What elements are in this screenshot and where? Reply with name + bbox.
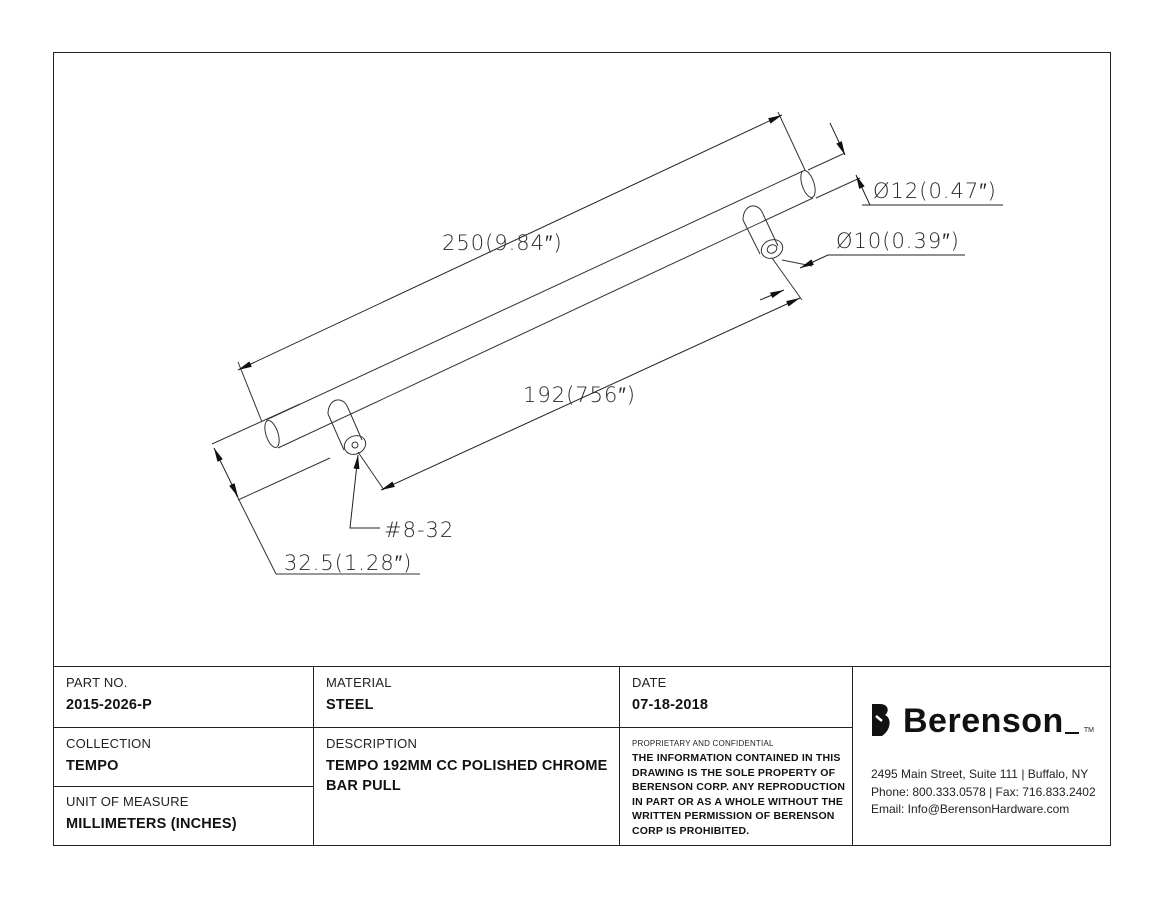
date-cell xyxy=(632,675,708,713)
dim-line-d12-bottom xyxy=(856,175,870,205)
dim-line-d12-top xyxy=(830,123,845,155)
right-post xyxy=(743,206,778,254)
dim-label-thread: #8-32 xyxy=(384,518,455,542)
collection-cell xyxy=(66,736,151,774)
part-no-label: PART NO. xyxy=(66,675,128,690)
collection-value: TEMPO xyxy=(66,758,119,774)
dim-line-325 xyxy=(214,448,238,497)
part-no-cell xyxy=(66,675,152,713)
title-block-col-rule-1 xyxy=(313,666,314,846)
description-cell xyxy=(326,736,608,794)
proprietary-notice xyxy=(632,751,845,838)
dim-label-overall-length: 250(9.84″) xyxy=(442,231,563,255)
proprietary-line: BERENSON CORP. ANY REPRODUCTION xyxy=(632,781,846,793)
left-post-face xyxy=(341,432,369,458)
berenson-b-mark-icon xyxy=(870,702,894,738)
company-phone-fax: Phone: 800.333.0578 | Fax: 716.833.2402 xyxy=(871,784,1096,799)
thread-leader xyxy=(350,455,380,528)
proprietary-line: DRAWING IS THE SOLE PROPERTY OF xyxy=(632,766,836,779)
company-trademark: TM xyxy=(1083,727,1094,734)
date-label: DATE xyxy=(632,675,667,690)
description-label: DESCRIPTION xyxy=(326,736,418,751)
right-post-hole xyxy=(766,243,778,254)
uom-value: MILLIMETERS (INCHES) xyxy=(66,816,237,832)
ext-line-d12-a xyxy=(808,153,845,170)
dim-label-post-diameter: Ø10(0.39″) xyxy=(836,229,960,253)
company-address: 2495 Main Street, Suite 111 | Buffalo, NY xyxy=(871,767,1089,781)
material-cell xyxy=(326,675,392,713)
proprietary-line: WRITTEN PERMISSION OF BERENSON xyxy=(632,810,835,822)
part-no-value: 2015-2026-P xyxy=(66,697,153,713)
ext-line-250-right xyxy=(778,112,805,170)
dim-label-bar-diameter: Ø12(0.47″) xyxy=(873,179,997,203)
company-contact xyxy=(871,766,1096,819)
material-value: STEEL xyxy=(326,697,374,713)
proprietary-heading: PROPRIETARY AND CONFIDENTIAL xyxy=(632,739,774,748)
description-line-2: BAR PULL xyxy=(326,778,401,794)
title-block-row-rule-1 xyxy=(53,727,852,728)
material-label: MATERIAL xyxy=(326,675,392,690)
bar-left-end xyxy=(262,419,282,449)
title-block-top-rule xyxy=(53,666,1111,667)
ext-line-325-top xyxy=(212,404,300,444)
dim-label-center-to-center: 192(756″) xyxy=(523,383,636,407)
proprietary-line: THE INFORMATION CONTAINED IN THIS xyxy=(632,752,841,764)
proprietary-line: IN PART OR AS A WHOLE WITHOUT THE xyxy=(632,795,844,808)
ext-line-192-right xyxy=(772,258,802,300)
company-logo xyxy=(870,702,1094,738)
date-value: 07-18-2018 xyxy=(632,697,709,713)
ext-line-325-leader xyxy=(234,490,276,574)
left-thread-hole xyxy=(352,442,358,448)
dim-line-d10-upper xyxy=(800,255,828,268)
ext-line-192-left xyxy=(358,452,384,490)
bar-right-end xyxy=(798,169,818,199)
ext-line-325-bottom xyxy=(238,458,330,500)
proprietary-cell xyxy=(632,739,845,838)
uom-label: UNIT OF MEASURE xyxy=(66,794,189,809)
ext-line-d10 xyxy=(782,260,812,266)
uom-cell xyxy=(66,794,237,832)
description-line-1: TEMPO 192MM CC POLISHED CHROME xyxy=(326,758,608,774)
right-post-face xyxy=(758,236,786,262)
ext-line-d12-b xyxy=(816,178,860,198)
proprietary-line: CORP IS PROHIBITED. xyxy=(632,824,750,837)
dim-label-projection: 32.5(1.28″) xyxy=(284,551,413,575)
company-email[interactable]: Email: Info@BerensonHardware.com xyxy=(871,802,1070,816)
title-block-col-rule-3 xyxy=(852,666,853,846)
brand-underline xyxy=(1065,732,1079,734)
company-name: Berenson xyxy=(903,702,1064,740)
dim-line-d10-lower xyxy=(760,290,784,300)
ext-line-250-left xyxy=(238,362,262,422)
title-block-col-rule-2 xyxy=(619,666,620,846)
collection-label: COLLECTION xyxy=(66,736,152,751)
title-block-row-rule-2 xyxy=(53,786,313,787)
